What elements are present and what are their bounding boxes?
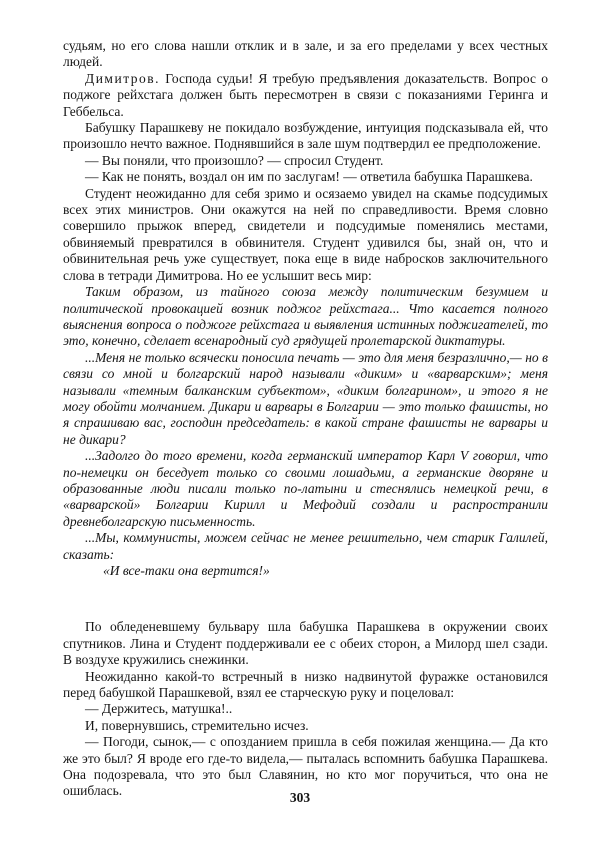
paragraph-7: По обледеневшему бульвару шла бабушка Парашкева в окружении своих спутников. Лина и Студент поддерживали ее с обеих сторон, а Милорд шел сзади. В воздухе кружились снежинки. bbox=[63, 619, 548, 668]
speaker-name: Димитров. bbox=[85, 70, 161, 86]
page-number: 303 bbox=[289, 790, 311, 805]
speaker-text: Господа судьи! Я требую предъявления доказательств. Вопрос о поджоге рейхстага должен быть пересмотрен в связи с показаниями Геринга и Геббельса. bbox=[63, 70, 548, 119]
paragraph-dimitrov bbox=[63, 71, 548, 120]
quote-final: «И все-таки она вертится!» bbox=[103, 563, 270, 578]
paragraph-11: — Погоди, сынок,— с опозданием пришла в себя пожилая женщина.— Да кто же это был? Я вроде его где-то видела,— пыталась вспомнить бабушка Парашкева. Она подозревала, что это был Славянин, но кто мог поручиться, что она не ошиблась. bbox=[63, 734, 548, 799]
paragraph-10: И, повернувшись, стремительно исчез. bbox=[85, 717, 309, 733]
quote-3: ...Задолго до того времени, когда германский император Карл V говорил, что по-немецки он беседует только со своими лошадьми, а германские дворяне и образованные люди писали только по-латыни и стеснялись немецкой речи, в «варварской» Болгарии Кирилл и Мефодий создали и распространили древнеболгарскую письменность. bbox=[63, 448, 548, 529]
paragraph-1: судьям, но его слова нашли отклик и в зале, и за его пределами у всех честных людей. bbox=[63, 38, 548, 70]
section-break bbox=[63, 579, 548, 619]
paragraph-9: — Держитесь, матушка!.. bbox=[85, 701, 233, 717]
quote-1: Таким образом, из тайного союза между политическим безумием и политической провокацией возник поджог рейхстага... Что касается полного выяснения вопроса о поджоге рейхстага и выявления истинных поджигателей, то это, конечно, сделает всенародный суд грядущей пролетарской диктатуры. bbox=[63, 284, 548, 349]
paragraph-3: Бабушку Парашкеву не покидало возбуждение, интуиция подсказывала ей, что произошло нечто важное. Поднявшийся в зале шум подтвердил ее предположение. bbox=[63, 120, 548, 152]
paragraph-6: Студент неожиданно для себя зримо и осязаемо увидел на скамье подсудимых всех этих министров. Они окажутся на ней по справедливости. Время словно совершило прыжок вперед, свидетели и подсудимые поменялись местами, обвиняемый превратился в обвинителя. Студент удивился бы, знай он, что и обвинительная речь уже существует, пока еще в виде набросков заключительного слова в тетради Димитрова. Но ее услышит весь мир: bbox=[63, 185, 548, 283]
quote-2: ...Меня не только всячески поносила печать — это для меня безразлично,— но в связи со мной и болгарский народ называли «диким» и «варварским»; меня называли «темным балканским субъектом», «диким болгарином», и этого я не могу обойти молчанием. Дикари и варвары в Болгарии — это только фашисты, но я спрашиваю вас, господин председатель: в какой стране фашисты не варвары и не дикари? bbox=[63, 349, 548, 447]
paragraph-5: — Как не понять, воздал он им по заслугам! — ответила бабушка Парашкева. bbox=[85, 169, 533, 185]
page-body bbox=[63, 38, 548, 800]
quote-4: ...Мы, коммунисты, можем сейчас не менее решительно, чем старик Галилей, сказать: bbox=[63, 530, 548, 562]
paragraph-4: — Вы поняли, что произошло? — спросил Студент. bbox=[85, 152, 384, 168]
paragraph-8: Неожиданно какой-то встречный в низко надвинутой фуражке остановился перед бабушкой Парашкевой, взял ее старческую руку и поцеловал: bbox=[63, 668, 548, 701]
